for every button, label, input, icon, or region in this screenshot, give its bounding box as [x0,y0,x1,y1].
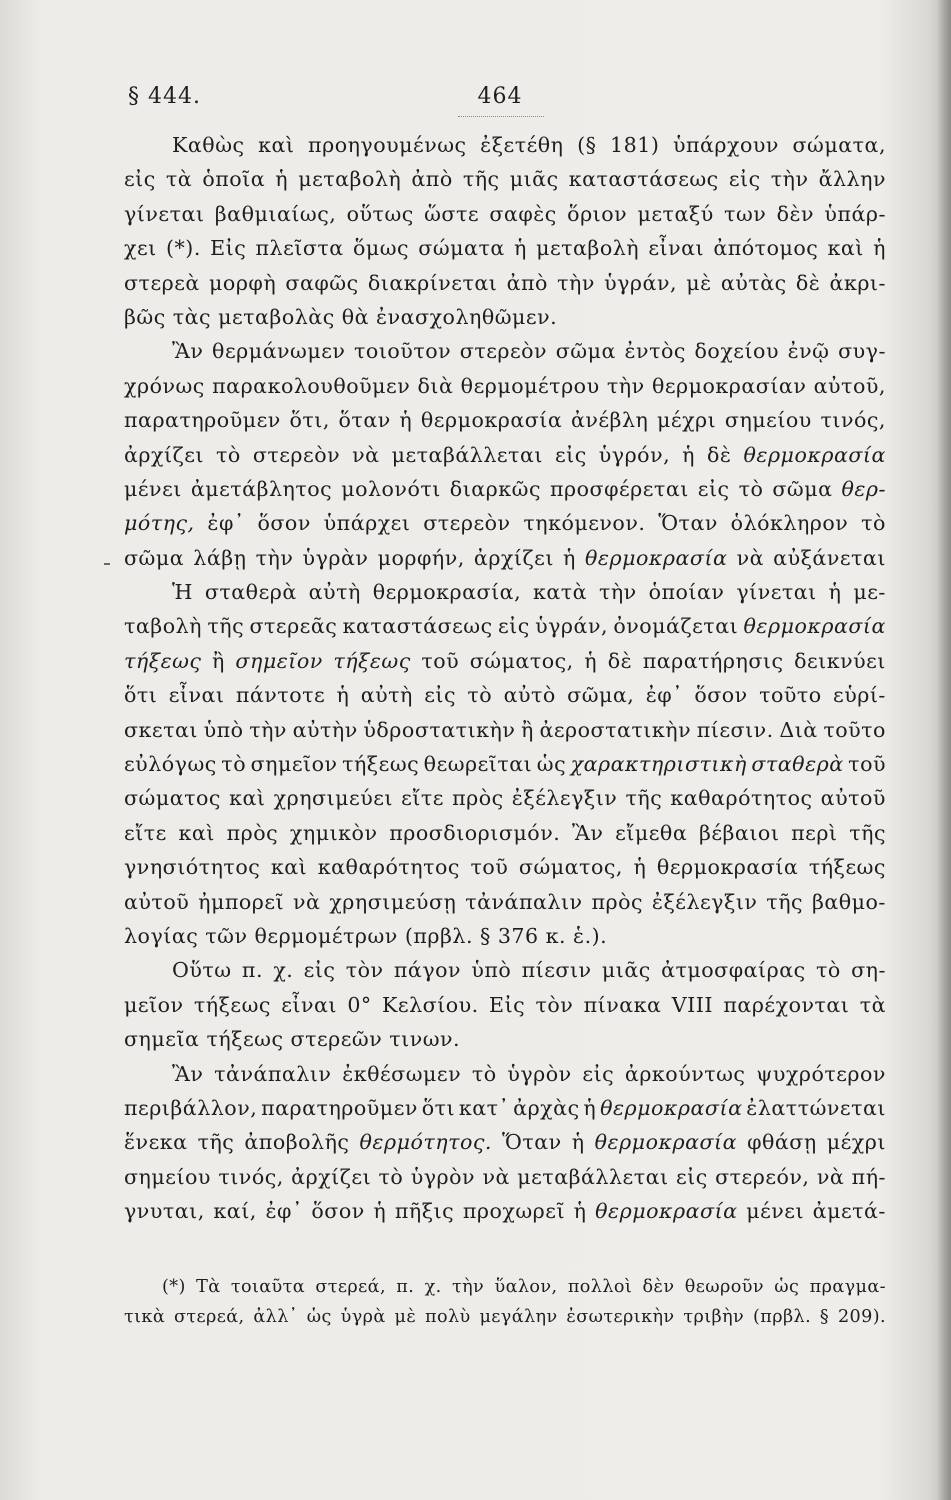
body-text-line: σώματος καὶ χρησιμεύει εἴτε πρὸς ἐξέλεγξιν τῆς καθαρότητος αὐτοῦ [124,786,886,811]
section-number: § 444. [128,84,201,109]
body-text-line: Οὕτω π. χ. εἰς τὸν πάγον ὑπὸ πίεσιν μιᾶς ἀτμοσφαίρας τὸ ση- [172,958,886,983]
body-text-line: γίνεται βαθμιαίως, οὕτως ὥστε σαφὲς ὅριον μεταξύ των δὲν ὑπάρ- [124,201,886,226]
body-text-line: σημεῖα τήξεως στερεῶν τινων. [124,1027,461,1052]
body-text-line: εἴτε καὶ πρὸς χημικὸν προσδιορισμόν. Ἂν εἴμεθα βέβαιοι περὶ τῆς [124,820,886,845]
page-number-rule [458,116,544,117]
body-text-line: Ἡ σταθερὰ αὐτὴ θερμοκρασία, κατὰ τὴν ὁποίαν γίνεται ἡ με- [172,580,886,605]
footnote-line: τικὰ στερεά, ἀλλ᾽ ὡς ὑγρὰ μὲ πολὺ μεγάλην ἐσωτερικὴν τριβὴν (πρβλ. § 209). [124,1307,886,1327]
body-text-line: Ἂν θερμάνωμεν τοιοῦτον στερεὸν σῶμα ἐντὸς δοχείου ἐνῷ συγ- [172,339,886,364]
body-text-line: χει (*). Εἰς πλεῖστα ὅμως σώματα ἡ μεταβολὴ εἶναι ἀπότομος καὶ ἡ [124,236,886,261]
body-text-line: Καθὼς καὶ προηγουμένως ἐξετέθη (§ 181) ὑπάρχουν σώματα, [172,133,886,157]
footnote [124,1272,886,1332]
body-text-line: μότης, ἐφ᾽ ὅσον ὑπάρχει στερεὸν τηκόμενον. Ὅταν ὁλόκληρον τὸ [124,511,886,536]
body-text-line: γνησιότητος καὶ καθαρότητος τοῦ σώματος, ἡ θερμοκρασία τήξεως [124,855,886,880]
body-text-line: γνυται, καί, ἐφ᾽ ὅσον ἡ πῆξις προχωρεῖ ἡ θερμοκρασία μένει ἀμετά- [124,1199,886,1224]
body-text-line: ἀρχίζει τὸ στερεὸν νὰ μεταβάλλεται εἰς ὑγρόν, ἡ δὲ θερμοκρασία [124,442,886,467]
page-edge-shadow [937,0,951,1500]
body-text-line: εὐλόγως τὸ σημεῖον τήξεως θεωρεῖται ὡς χαρακτηριστικὴ σταθερὰ τοῦ [124,752,886,777]
page-header [0,84,951,124]
body-text-line: λογίας τῶν θερμομέτρων (πρβλ. § 376 κ. ἑ.). [124,923,608,948]
body-text-line: παρατηροῦμεν ὅτι, ὅταν ἡ θερμοκρασία ἀνέβλη μέχρι σημείου τινός, [124,408,886,433]
body-text-line: βῶς τὰς μεταβολὰς θὰ ἐνασχοληθῶμεν. [124,304,558,329]
body-text-line: μένει ἀμετάβλητος μολονότι διαρκῶς προσφέρεται εἰς τὸ σῶμα θερ- [124,476,886,501]
body-text-line: σημείου τινός, ἀρχίζει τὸ ὑγρὸν νὰ μεταβάλλεται εἰς στερεόν, νὰ πή- [124,1164,886,1189]
margin-mark [104,563,110,565]
body-text-line: σκεται ὑπὸ τὴν αὐτὴν ὑδροστατικὴν ἢ ἀεροστατικὴν πίεσιν. Διὰ τοῦτο [124,717,886,742]
body-text [124,128,886,1229]
page-number: 464 [477,84,523,109]
body-text-line: ἕνεκα τῆς ἀποβολῆς θερμότητος. Ὅταν ἡ θερμοκρασία φθάσῃ μέχρι [124,1130,886,1155]
body-text-line: στερεὰ μορφὴ σαφῶς διακρίνεται ἀπὸ τὴν ὑγράν, μὲ αὐτὰς δὲ ἀκρι- [124,270,886,295]
body-text-line: αὐτοῦ ἠμπορεῖ νὰ χρησιμεύσῃ τἀνάπαλιν πρὸς ἐξέλεγξιν τῆς βαθμο- [124,889,886,914]
body-text-line: χρόνως παρακολουθοῦμεν διὰ θερμομέτρου τὴν θερμοκρασίαν αὐτοῦ, [124,373,886,398]
footnote-line: (*) Τὰ τοιαῦτα στερεά, π. χ. τὴν ὕαλον, πολλοὶ δὲν θεωροῦν ὡς πραγμα- [162,1277,886,1297]
body-text-line: περιβάλλον, παρατηροῦμεν ὅτι κατ᾽ ἀρχὰς ἡ θερμοκρασία ἐλαττώνεται [124,1095,886,1120]
body-text-line: εἰς τὰ ὁποῖα ἡ μεταβολὴ ἀπὸ τῆς μιᾶς καταστάσεως εἰς τὴν ἄλλην [124,167,886,192]
body-text-line: σῶμα λάβῃ τὴν ὑγρὰν μορφήν, ἀρχίζει ἡ θερμοκρασία νὰ αὐξάνεται [124,545,886,570]
body-text-line: Ἂν τἀνάπαλιν ἐκθέσωμεν τὸ ὑγρὸν εἰς ἀρκούντως ψυχρότερον [172,1061,886,1086]
body-text-line: τήξεως ἢ σημεῖον τήξεως τοῦ σώματος, ἡ δὲ παρατήρησις δεικνύει [124,648,886,673]
body-text-line: ταβολὴ τῆς στερεᾶς καταστάσεως εἰς ὑγράν, ὀνομάζεται θερμοκρασία [124,614,886,639]
body-text-line: μεῖον τήξεως εἶναι 0° Κελσίου. Εἰς τὸν πίνακα VIII παρέχονται τὰ [124,992,886,1017]
body-text-line: ὅτι εἶναι πάντοτε ἡ αὐτὴ εἰς τὸ αὐτὸ σῶμα, ἐφ᾽ ὅσον τοῦτο εὑρί- [124,683,886,708]
